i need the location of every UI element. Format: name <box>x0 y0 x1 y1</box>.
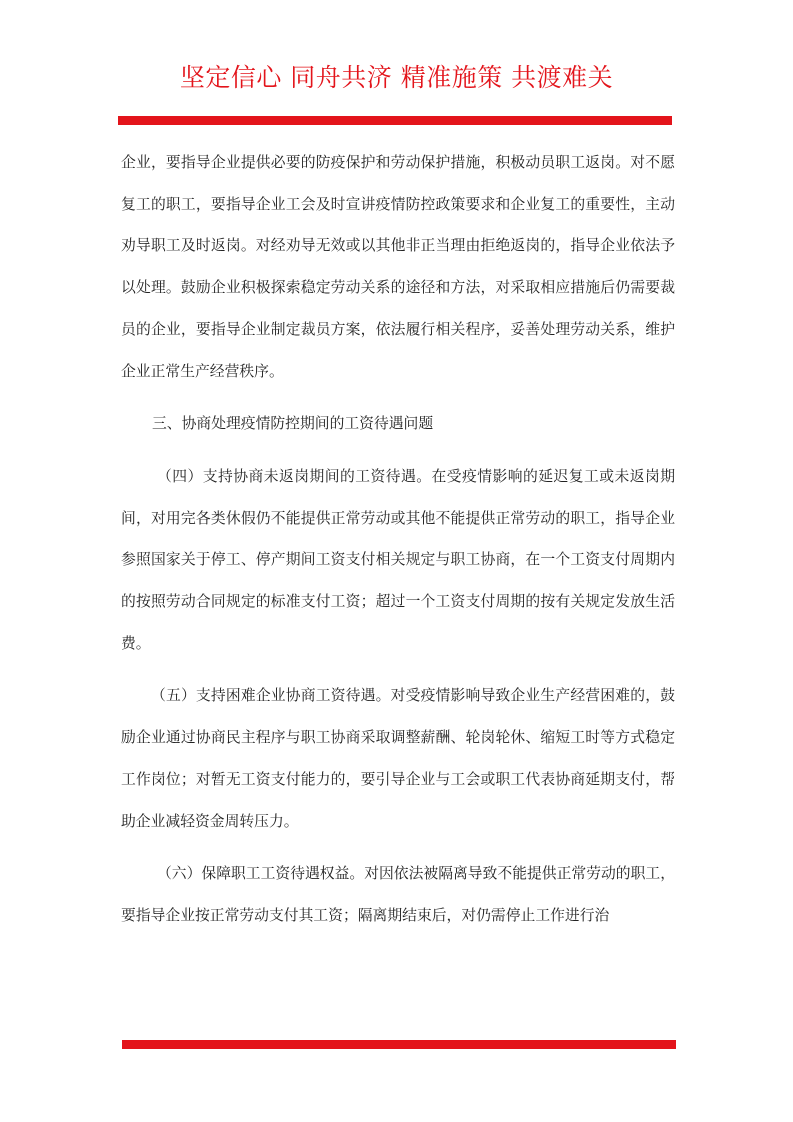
footer-divider <box>122 1040 676 1049</box>
paragraph: （五）支持困难企业协商工资待遇。对受疫情影响导致企业生产经营困难的，鼓励企业通过协商民主程序与职工协商采取调整薪酬、轮岗轮休、缩短工时等方式稳定工作岗位；对暂无工资支付能力的，要引导企业与工会或职工代表协商延期支付，帮助企业减轻资金周转压力。 <box>121 687 675 830</box>
section-heading: 三、协商处理疫情防控期间的工资待遇问题 <box>152 415 434 433</box>
page-title: 坚定信心 同舟共济 精准施策 共渡难关 <box>179 63 614 92</box>
paragraph: （四）支持协商未返岗期间的工资待遇。在受疫情影响的延迟复工或未返岗期间，对用完各类休假仍不能提供正常劳动或其他不能提供正常劳动的职工，指导企业参照国家关于停工、停产期间工资支付相关规定与职工协商，在一个工资支付周期内的按照劳动合同规定的标准支付工资；超过一个工资支付周期的按有关规定发放生活费。 <box>121 467 675 652</box>
document-body <box>121 142 675 937</box>
header-divider <box>118 116 672 125</box>
paragraph: 企业，要指导企业提供必要的防疫保护和劳动保护措施，积极动员职工返岗。对不愿复工的职工，要指导企业工会及时宣讲疫情防控政策要求和企业复工的重要性，主动劝导职工及时返岗。对经劝导无效或以其他非正当理由拒绝返岗的，指导企业依法予以处理。鼓励企业积极探索稳定劳动关系的途径和方法，对采取相应措施后仍需要裁员的企业，要指导企业制定裁员方案，依法履行相关程序，妥善处理劳动关系，维护企业正常生产经营秩序。 <box>121 154 675 380</box>
paragraph: （六）保障职工工资待遇权益。对因依法被隔离导致不能提供正常劳动的职工，要指导企业按正常劳动支付其工资；隔离期结束后，对仍需停止工作进行治 <box>121 865 675 924</box>
